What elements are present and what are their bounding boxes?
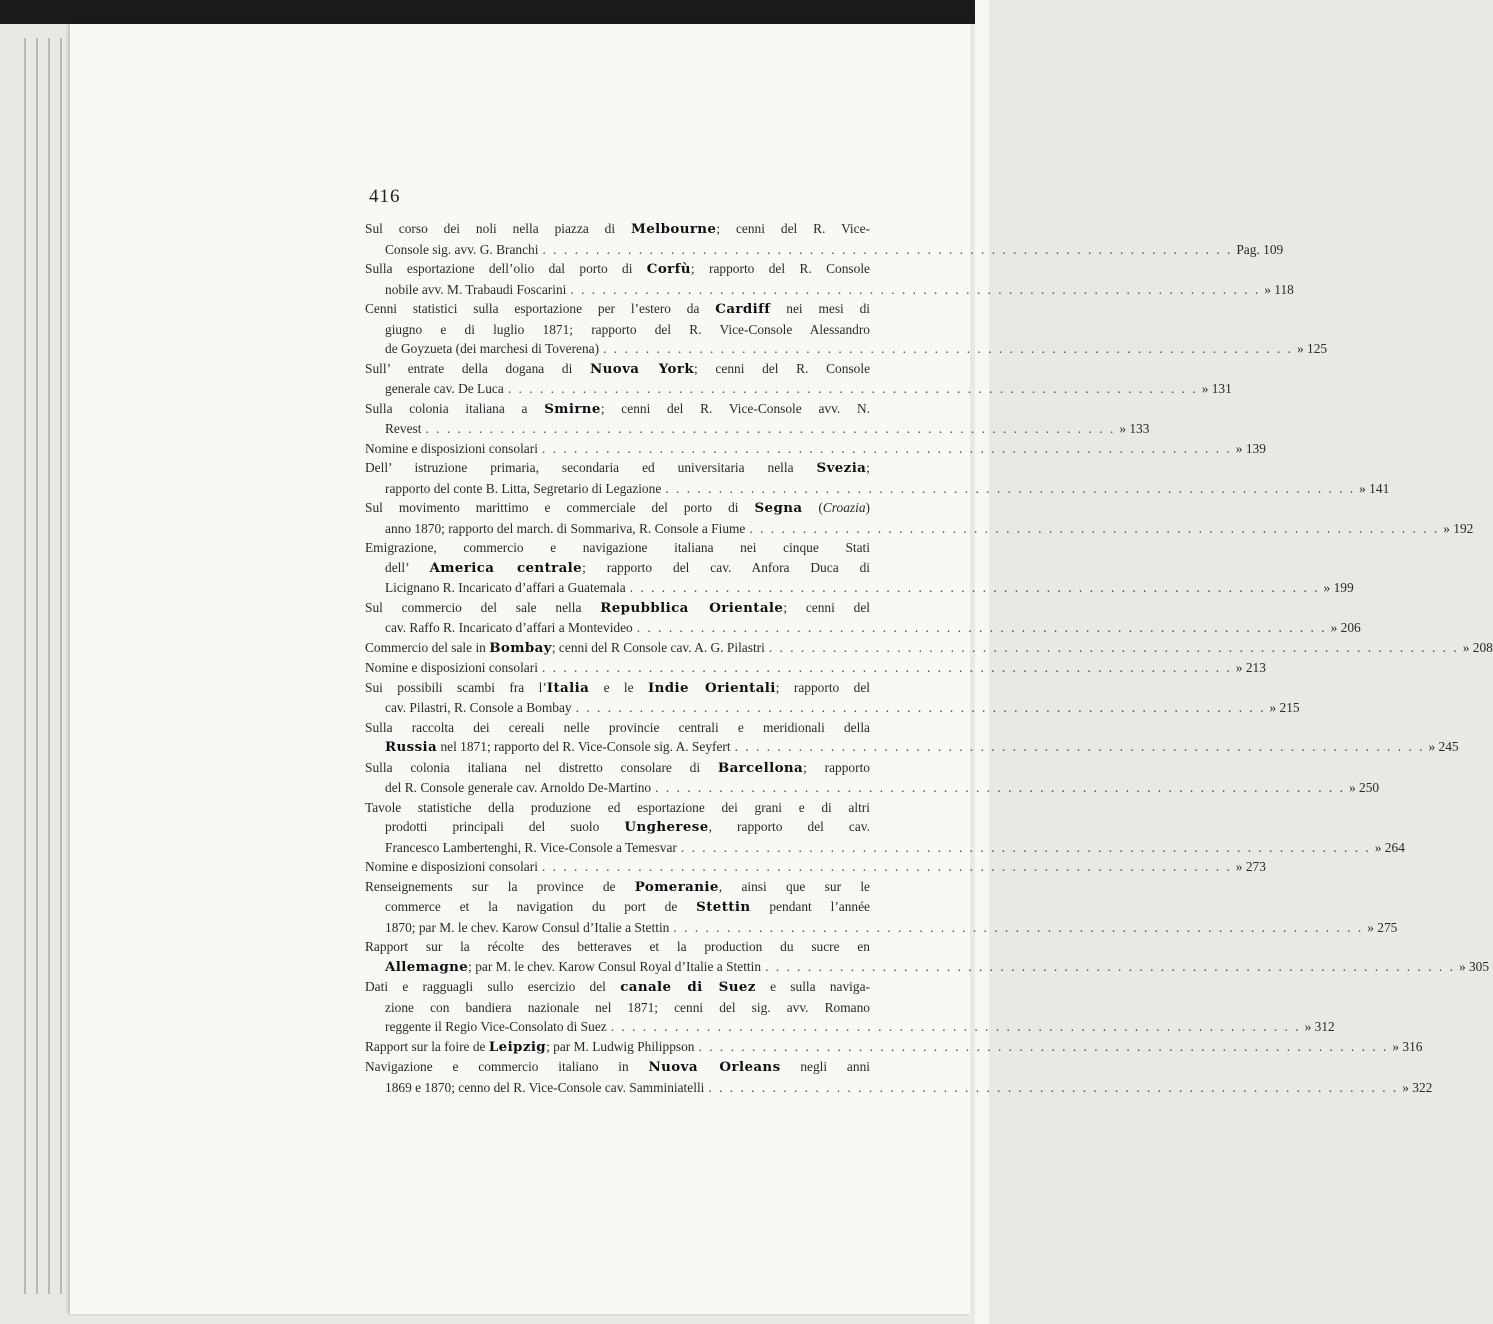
- text-segment: ; cenni del R. Console: [694, 360, 871, 376]
- text-segment: ; rapporto del R. Console: [690, 261, 870, 276]
- page-reference: » 199: [1323, 580, 1354, 595]
- toc-line: [365, 718, 870, 738]
- entry-text: [385, 737, 731, 758]
- text-segment: prodotti principali del suolo: [385, 819, 625, 834]
- text-segment: Navigazione e commercio italiano in: [365, 1059, 649, 1074]
- toc-entry: [365, 678, 1300, 718]
- toc-entry: [365, 758, 1380, 798]
- place-name: Corfù: [646, 261, 691, 277]
- dot-leader: . . . . . . . . . . . . . . . . . . . . . . . . . . . . . . . . . . . . . . . . . . . . . . . . . . . . . . . . . . . . . . . . .: [542, 241, 1233, 257]
- text-segment: ; cenni del: [783, 599, 870, 615]
- text-segment: Sulla colonia italiana nel distretto consolare di: [365, 759, 718, 775]
- entry-text: [385, 479, 661, 499]
- page-reference: Pag. 109: [1236, 241, 1284, 257]
- toc-line: [365, 280, 1294, 300]
- dot-leader: . . . . . . . . . . . . . . . . . . . . . . . . . . . . . . . . . . . . . . . . . . . . . . . . . . . . . . . . . . . . . . . . .: [570, 281, 1261, 297]
- toc-line: [365, 1037, 1423, 1058]
- toc-entry: [365, 857, 1266, 877]
- text-segment: Sulla colonia italiana a: [365, 400, 545, 416]
- place-name: Segna: [754, 500, 803, 516]
- toc-line: [365, 259, 870, 280]
- page-reference: » 131: [1201, 381, 1232, 396]
- toc-line: [365, 1057, 870, 1078]
- place-name: Barcellona: [717, 759, 804, 776]
- place-name: Allemagne: [385, 958, 469, 975]
- dot-leader: . . . . . . . . . . . . . . . . . . . . . . . . . . . . . . . . . . . . . . . . . . . . . . . . . . . . . . . . . . . . . . . . .: [673, 919, 1364, 935]
- toc-entry: [365, 718, 1459, 758]
- dot-leader: . . . . . . . . . . . . . . . . . . . . . . . . . . . . . . . . . . . . . . . . . . . . . . . . . . . . . . . . . . . . . . . . .: [698, 1038, 1389, 1054]
- entry-text: [385, 957, 761, 978]
- entry-text: [385, 419, 421, 439]
- text-segment: dell’: [385, 559, 430, 575]
- page-reference: » 139: [1235, 440, 1266, 456]
- toc-line: [365, 678, 870, 699]
- toc-line: [365, 877, 870, 898]
- place-name: Nuova Orleans: [648, 1059, 781, 1075]
- toc-line: [365, 419, 1150, 439]
- toc-line: [365, 658, 1266, 678]
- toc-line: [365, 918, 1398, 938]
- scan-border-top: [0, 0, 989, 24]
- place-name: Russia: [385, 739, 438, 755]
- place-name: Nuova York: [590, 360, 695, 377]
- toc-line: [365, 240, 1284, 260]
- toc-entry: [365, 439, 1266, 459]
- page-reference: » 275: [1367, 919, 1398, 935]
- entry-text: [365, 1037, 695, 1058]
- text-segment: nei mesi di: [770, 301, 870, 316]
- toc-line: [365, 379, 1232, 399]
- toc-entry: [365, 638, 1493, 659]
- text-segment: anno 1870; rapporto del march. di Sommariva, R. Console a Fiume: [385, 520, 746, 536]
- text-segment: Sul corso dei noli nella piazza di: [365, 221, 631, 236]
- toc-line: [365, 638, 1493, 659]
- text-segment: Cenni statistici sulla esportazione per l’estero da: [365, 301, 716, 316]
- place-name: Bombay: [489, 639, 552, 656]
- text-segment: Francesco Lambertenghi, R. Vice-Console a Temesvar: [385, 839, 677, 855]
- page-number: 416: [369, 186, 401, 207]
- place-name: America centrale: [429, 559, 583, 576]
- entry-text: [385, 379, 504, 399]
- toc-entry: [365, 658, 1266, 678]
- page-stack-edge: [36, 38, 38, 1294]
- place-name: Stettin: [696, 899, 751, 915]
- text-segment: , rapporto del cav.: [708, 819, 870, 834]
- entry-text: [385, 339, 599, 359]
- toc-entry: [365, 798, 1405, 858]
- text-segment: cav. Pilastri, R. Console a Bombay: [385, 700, 572, 715]
- text-segment: Sulla esportazione dell’olio dal porto di: [365, 261, 647, 276]
- page-reference: » 125: [1296, 341, 1328, 356]
- toc-line: [365, 957, 1490, 978]
- text-segment: Renseignements sur la province de: [365, 878, 635, 894]
- text-segment: ;: [866, 460, 870, 475]
- toc-line: [365, 519, 1474, 539]
- text-segment: ; cenni del R. Vice-Console avv. N.: [600, 400, 871, 416]
- page-reference: » 312: [1304, 1019, 1335, 1034]
- text-segment: Sui possibili scambi fra l’: [365, 679, 547, 695]
- toc-line: [365, 1017, 1335, 1037]
- text-segment: negli anni: [780, 1059, 870, 1074]
- dot-leader: . . . . . . . . . . . . . . . . . . . . . . . . . . . . . . . . . . . . . . . . . . . . . . . . . . . . . . . . . . . . . . . . .: [507, 381, 1198, 396]
- text-segment: Rapport sur la foire de: [365, 1038, 489, 1054]
- dot-leader: . . . . . . . . . . . . . . . . . . . . . . . . . . . . . . . . . . . . . . . . . . . . . . . . . . . . . . . . . . . . . . . . .: [708, 1079, 1399, 1095]
- text-segment: giugno e di luglio 1871; rapporto del R. Vice-Console Alessandro: [385, 321, 870, 337]
- toc-line: [365, 320, 870, 340]
- text-segment: nobile avv. M. Trabaudi Foscarini: [385, 281, 567, 297]
- text-segment: ; cenni del R. Vice-: [716, 221, 871, 236]
- dot-leader: . . . . . . . . . . . . . . . . . . . . . . . . . . . . . . . . . . . . . . . . . . . . . . . . . . . . . . . . . . . . . . . . .: [575, 700, 1266, 715]
- dot-leader: . . . . . . . . . . . . . . . . . . . . . . . . . . . . . . . . . . . . . . . . . . . . . . . . . . . . . . . . . . . . . . . . .: [541, 660, 1232, 675]
- text-segment: , ainsi que sur le: [718, 878, 870, 894]
- text-segment: e sulla naviga-: [755, 979, 870, 994]
- text-segment: ; par M. le chev. Karow Consul Royal d’Italie a Stettin: [468, 958, 762, 974]
- toc-entry: [365, 259, 1294, 299]
- text-segment: generale cav. De Luca: [385, 381, 504, 396]
- text-segment: reggente il Regio Vice-Consolato di Suez: [385, 1019, 607, 1034]
- text-segment: 1870; par M. le chev. Karow Consul d’Italie a Stettin: [385, 919, 670, 935]
- text-segment: Nomine e disposizioni consolari: [365, 660, 538, 675]
- text-segment: Dati e ragguagli sullo esercizio del: [365, 979, 621, 994]
- dot-leader: . . . . . . . . . . . . . . . . . . . . . . . . . . . . . . . . . . . . . . . . . . . . . . . . . . . . . . . . . . . . . . . . .: [425, 421, 1116, 436]
- dot-leader: . . . . . . . . . . . . . . . . . . . . . . . . . . . . . . . . . . . . . . . . . . . . . . . . . . . . . . . . . . . . . . . . .: [768, 639, 1459, 655]
- text-segment: Sul movimento marittimo e commerciale del porto di: [365, 500, 755, 515]
- toc-line: [365, 479, 1390, 499]
- text-segment: Nomine e disposizioni consolari: [365, 440, 538, 456]
- page-reference: » 245: [1428, 739, 1459, 754]
- toc-line: [365, 439, 1266, 459]
- entry-text: [365, 658, 538, 678]
- text-segment: ; rapporto: [803, 759, 871, 775]
- entry-text: [385, 578, 626, 598]
- place-name: Smirne: [544, 400, 601, 417]
- entry-text: [385, 618, 633, 638]
- toc-line: [365, 758, 870, 779]
- toc-line: [365, 558, 870, 579]
- toc-line: [365, 937, 870, 957]
- text-segment: commerce et la navigation du port de: [385, 899, 697, 914]
- entry-text: [385, 280, 566, 300]
- toc-line: [365, 838, 1405, 858]
- place-name: canale di Suez: [620, 979, 756, 995]
- dot-leader: . . . . . . . . . . . . . . . . . . . . . . . . . . . . . . . . . . . . . . . . . . . . . . . . . . . . . . . . . . . . . . . . .: [629, 580, 1320, 595]
- toc-entry: [365, 299, 1328, 359]
- entry-text: [365, 638, 765, 659]
- toc-line: [365, 798, 870, 818]
- text-segment: rapporto del conte B. Litta, Segretario di Legazione: [385, 480, 662, 496]
- toc-line: [365, 578, 1354, 598]
- dot-leader: . . . . . . . . . . . . . . . . . . . . . . . . . . . . . . . . . . . . . . . . . . . . . . . . . . . . . . . . . . . . . . . . .: [749, 520, 1440, 536]
- italic-text: Croazia: [822, 500, 866, 515]
- place-name: Italia: [546, 679, 590, 696]
- dot-leader: . . . . . . . . . . . . . . . . . . . . . . . . . . . . . . . . . . . . . . . . . . . . . . . . . . . . . . . . . . . . . . . . .: [655, 780, 1345, 795]
- place-name: Cardiff: [715, 301, 771, 317]
- text-segment: zione con bandiera nazionale nel 1871; cenni del sig. avv. Romano: [385, 999, 870, 1015]
- dot-leader: . . . . . . . . . . . . . . . . . . . . . . . . . . . . . . . . . . . . . . . . . . . . . . . . . . . . . . . . . . . . . . . . .: [665, 480, 1356, 496]
- entry-text: [385, 1078, 704, 1098]
- dot-leader: . . . . . . . . . . . . . . . . . . . . . . . . . . . . . . . . . . . . . . . . . . . . . . . . . . . . . . . . . . . . . . . . .: [765, 958, 1455, 974]
- dot-leader: . . . . . . . . . . . . . . . . . . . . . . . . . . . . . . . . . . . . . . . . . . . . . . . . . . . . . . . . . . . . . . . . .: [541, 859, 1232, 874]
- dot-leader: . . . . . . . . . . . . . . . . . . . . . . . . . . . . . . . . . . . . . . . . . . . . . . . . . . . . . . . . . . . . . . . . .: [680, 839, 1371, 855]
- page-reference: » 192: [1443, 520, 1474, 536]
- table-of-contents: [365, 219, 1493, 1097]
- toc-line: [365, 538, 870, 558]
- dot-leader: . . . . . . . . . . . . . . . . . . . . . . . . . . . . . . . . . . . . . . . . . . . . . . . . . . . . . . . . . . . . . . . . .: [734, 739, 1425, 754]
- toc-line: [365, 618, 1361, 638]
- dot-leader: . . . . . . . . . . . . . . . . . . . . . . . . . . . . . . . . . . . . . . . . . . . . . . . . . . . . . . . . . . . . . . . . .: [636, 620, 1327, 635]
- text-segment: nel 1871; rapporto del R. Vice-Console sig. A. Seyfert: [437, 739, 731, 754]
- entry-text: [385, 918, 669, 938]
- text-segment: Licignano R. Incaricato d’affari a Guatemala: [385, 580, 626, 595]
- text-segment: Tavole statistiche della produzione ed esportazione dei grani e di altri: [365, 799, 870, 815]
- place-name: Svezia: [816, 460, 867, 476]
- text-segment: ; par M. Ludwig Philippson: [546, 1038, 695, 1054]
- page-reference: » 206: [1330, 620, 1361, 635]
- toc-line: [365, 817, 870, 838]
- entry-text: [385, 838, 677, 858]
- entry-text: [365, 439, 538, 459]
- entry-text: [385, 240, 538, 260]
- toc-line: [365, 977, 870, 998]
- toc-entry: [365, 598, 1361, 638]
- entry-text: [385, 519, 745, 539]
- toc-entry: [365, 498, 1474, 538]
- text-segment: pendant l’année: [750, 899, 870, 914]
- toc-line: [365, 498, 870, 519]
- toc-line: [365, 299, 870, 320]
- toc-line: [365, 219, 870, 240]
- toc-entry: [365, 399, 1150, 439]
- text-segment: Commercio del sale in: [365, 639, 490, 655]
- text-segment: Nomine e disposizioni consolari: [365, 859, 538, 874]
- place-name: Repubblica Orientale: [600, 599, 784, 616]
- page-reference: » 208: [1462, 639, 1493, 655]
- page-reference: » 316: [1392, 1038, 1423, 1054]
- dot-leader: . . . . . . . . . . . . . . . . . . . . . . . . . . . . . . . . . . . . . . . . . . . . . . . . . . . . . . . . . . . . . . . . .: [610, 1019, 1301, 1034]
- text-segment: Sulla raccolta dei cereali nelle provincie centrali e meridionali della: [365, 719, 870, 735]
- page-reference: » 305: [1458, 958, 1490, 974]
- toc-line: [365, 598, 870, 619]
- text-segment: del R. Console generale cav. Arnoldo De-Martino: [385, 780, 652, 795]
- text-segment: Dell’ istruzione primaria, secondaria ed universitaria nella: [365, 460, 817, 475]
- text-segment: ; rapporto del cav. Anfora Duca di: [582, 559, 870, 575]
- entry-text: [385, 778, 651, 798]
- page-stack-edge: [48, 38, 50, 1294]
- dot-leader: . . . . . . . . . . . . . . . . . . . . . . . . . . . . . . . . . . . . . . . . . . . . . . . . . . . . . . . . . . . . . . . . .: [603, 341, 1293, 356]
- place-name: Indie Orientali: [647, 679, 776, 696]
- place-name: Ungherese: [624, 819, 709, 835]
- text-segment: (: [802, 500, 823, 515]
- toc-entry: [365, 359, 1232, 399]
- page-reference: » 213: [1235, 660, 1266, 675]
- text-segment: Sul commercio del sale nella: [365, 599, 601, 615]
- text-segment: e le: [589, 679, 648, 695]
- text-segment: cav. Raffo R. Incaricato d’affari a Montevideo: [385, 620, 633, 635]
- page-reference: » 215: [1269, 700, 1300, 715]
- text-segment: Console sig. avv. G. Branchi: [385, 241, 539, 257]
- text-segment: ; cenni del R Console cav. A. G. Pilastri: [551, 639, 765, 655]
- dot-leader: . . . . . . . . . . . . . . . . . . . . . . . . . . . . . . . . . . . . . . . . . . . . . . . . . . . . . . . . . . . . . . . . .: [541, 440, 1232, 456]
- page-reference: » 322: [1402, 1079, 1433, 1095]
- text-segment: Revest: [385, 421, 422, 436]
- toc-entry: [365, 977, 1335, 1037]
- toc-entry: [365, 219, 1284, 259]
- text-segment: Rapport sur la récolte des betteraves et la production du sucre en: [365, 939, 870, 954]
- toc-line: [365, 857, 1266, 877]
- page-stack-edge: [60, 38, 62, 1294]
- toc-entry: [365, 1037, 1423, 1058]
- toc-line: [365, 359, 870, 380]
- page-reference: » 250: [1348, 780, 1380, 795]
- toc-line: [365, 897, 870, 918]
- toc-line: [365, 998, 870, 1018]
- toc-entry: [365, 458, 1390, 498]
- toc-line: [365, 1078, 1433, 1098]
- place-name: Pomeranie: [634, 878, 719, 895]
- toc-entry: [365, 538, 1354, 598]
- toc-line: [365, 737, 1459, 758]
- page-reference: » 118: [1264, 281, 1294, 297]
- entry-text: [385, 1017, 607, 1037]
- text-segment: Sull’ entrate della dogana di: [365, 360, 590, 376]
- entry-text: [385, 698, 572, 718]
- toc-entry: [365, 877, 1398, 938]
- toc-line: [365, 458, 870, 479]
- text-segment: ; rapporto del: [775, 679, 870, 695]
- toc-line: [365, 698, 1300, 718]
- toc-line: [365, 339, 1328, 359]
- place-name: Leipzig: [488, 1038, 547, 1055]
- toc-line: [365, 778, 1380, 798]
- toc-line: [365, 399, 870, 420]
- page-reference: » 133: [1119, 421, 1150, 436]
- place-name: Melbourne: [630, 221, 717, 237]
- text-segment: Emigrazione, commercio e navigazione italiana nei cinque Stati: [365, 540, 870, 555]
- page-stack-edge: [24, 38, 26, 1294]
- text-segment: de Goyzueta (dei marchesi di Toverena): [385, 341, 600, 356]
- text-segment: 1869 e 1870; cenno del R. Vice-Console cav. Samminiatelli: [385, 1079, 705, 1095]
- page-reference: » 264: [1374, 839, 1405, 855]
- entry-text: [365, 857, 538, 877]
- page-reference: » 141: [1359, 480, 1390, 496]
- toc-entry: [365, 937, 1490, 977]
- toc-entry: [365, 1057, 1433, 1097]
- page-reference: » 273: [1235, 859, 1266, 874]
- text-segment: ): [865, 500, 870, 515]
